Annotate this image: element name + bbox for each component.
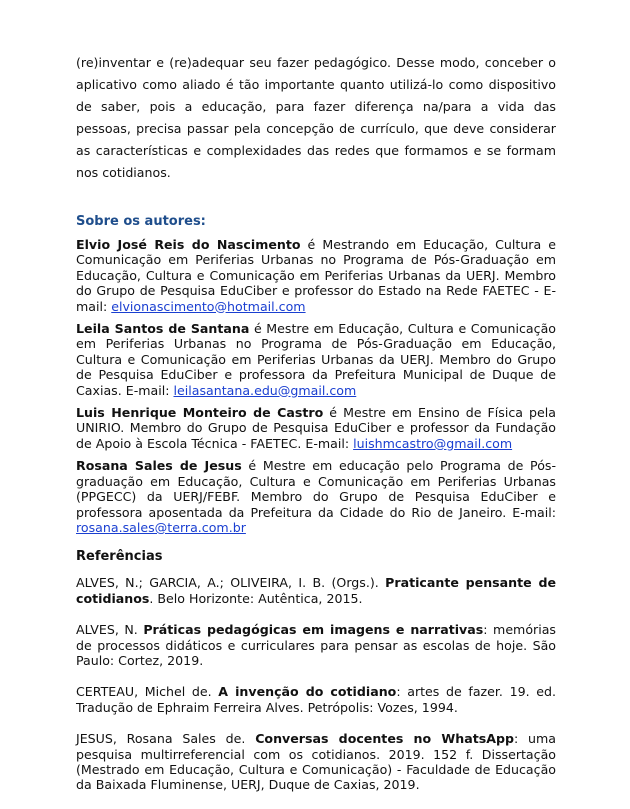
intro-line: (re)inventar e (re)adequar seu fazer pedagógico. Desse modo, conceber o xyxy=(76,55,556,70)
reference-details: : uma pesquisa multirreferencial com os cotidianos. 2019. 152 f. Dissertação (Mestrado em Educação, Cultura e Comunicação) - Faculdade de Educação da Baixada Fluminense, UERJ, Duque de Caxias, 2019. xyxy=(76,731,556,793)
reference-title: A invenção do cotidiano xyxy=(218,684,397,700)
author-entry xyxy=(76,321,556,398)
author-email-link[interactable]: rosana.sales@terra.com.br xyxy=(76,519,246,535)
reference-entry xyxy=(76,622,556,668)
author-name: Elvio José Reis do Nascimento xyxy=(76,237,301,252)
reference-details: : memórias de processos didáticos e curriculares para pensar as escolas de hoje. São Paulo: Cortez, 2019. xyxy=(76,622,556,668)
author-entry xyxy=(76,237,556,314)
author-email-link[interactable]: luishmcastro@gmail.com xyxy=(353,435,513,451)
reference-title: Práticas pedagógicas em imagens e narrativas xyxy=(143,622,484,638)
author-bio: é Mestre em Educação, Cultura e Comunicação em Periferias Urbanas no Programa de Pós-Graduação em Educação, Cultura e Comunicação em Periferias Urbanas da UERJ. Membro do Grupo de Pesquisa EduCiber e professora da Prefeitura Municipal de Duque de Caxias. E-mail: xyxy=(76,321,556,398)
intro-line: pessoas, precisa passar pela concepção de currículo, que deve considerar xyxy=(76,121,556,136)
reference-authors: JESUS, Rosana Sales de. xyxy=(76,731,256,747)
intro-paragraph xyxy=(76,52,556,184)
reference-authors: ALVES, N. xyxy=(76,622,144,638)
reference-entry xyxy=(76,731,556,793)
reference-details: : artes de fazer. 19. ed. Tradução de Ephraim Ferreira Alves. Petrópolis: Vozes, 1994. xyxy=(76,684,557,715)
author-email-link[interactable]: leilasantana.edu@gmail.com xyxy=(173,382,357,398)
author-bio: é Mestre em educação pelo Programa de Pós-graduação em Educação, Cultura e Comunicação em Periferias Urbanas (PPGECC) da UERJ/FEBF. Membro do Grupo de Pesquisa EduCiber e professora aposentada da Prefeitura da Cidade do Rio de Janeiro. E-mail: xyxy=(76,458,556,520)
intro-line: as características e complexidades das redes que formamos e se formam xyxy=(76,143,556,158)
author-entry xyxy=(76,405,556,451)
reference-entry xyxy=(76,684,556,715)
author-name: Leila Santos de Santana xyxy=(76,321,250,337)
reference-entry xyxy=(76,575,556,606)
intro-line: aplicativo como aliado é tão importante quanto utilizá-lo como dispositivo xyxy=(76,77,556,92)
document-page xyxy=(76,52,556,809)
intro-line: nos cotidianos. xyxy=(76,165,171,180)
reference-title: Conversas docentes no WhatsApp xyxy=(255,731,514,747)
reference-title: Praticante pensante de cotidianos xyxy=(76,575,556,606)
reference-authors: ALVES, N.; GARCIA, A.; OLIVEIRA, I. B. (Orgs.). xyxy=(76,575,386,591)
author-name: Luis Henrique Monteiro de Castro xyxy=(76,405,324,421)
authors-heading: Sobre os autores: xyxy=(76,214,206,229)
author-bio: é Mestre em Ensino de Física pela UNIRIO. Membro do Grupo de Pesquisa EduCiber e professor da Fundação de Apoio à Escola Técnica - FAETEC. E-mail: xyxy=(76,405,556,451)
reference-details: . Belo Horizonte: Autêntica, 2015. xyxy=(149,590,363,606)
reference-authors: CERTEAU, Michel de. xyxy=(76,684,219,700)
author-entry xyxy=(76,458,556,535)
intro-line: de saber, pois a educação, para fazer diferença na/para a vida das xyxy=(76,99,556,114)
author-email-link[interactable]: elvionascimento@hotmail.com xyxy=(111,298,306,314)
references-heading: Referências xyxy=(76,549,163,565)
author-name: Rosana Sales de Jesus xyxy=(76,458,242,474)
author-bio: é Mestrando em Educação, Cultura e Comunicação em Periferias Urbanas no Programa de Pós-Graduação em Educação, Cultura e Comunicação em Periferias Urbanas da UERJ. Membro do Grupo de Pesquisa EduCiber e professor do Estado na Rede FAETEC - E-mail: xyxy=(76,237,556,314)
